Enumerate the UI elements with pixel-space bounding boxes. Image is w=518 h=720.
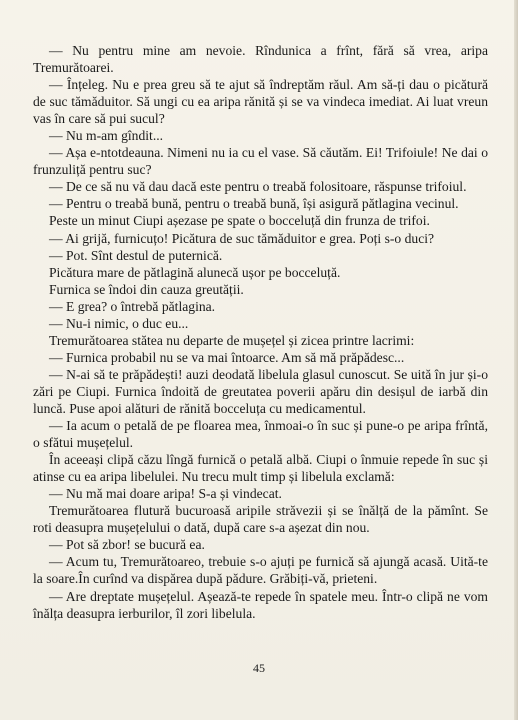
- paragraph: — Pentru o treabă bună, pentru o treabă bună, își asigură pătlagina vecinul.: [49, 196, 459, 212]
- paragraph: Tremurătoarea stătea nu departe de mușețel și zicea printre lacrimi:: [49, 332, 415, 348]
- paragraph: — Furnica probabil nu se va mai întoarce. Am să mă prăpădesc...: [49, 349, 405, 365]
- paragraph: — Pot. Sînt destul de puternică.: [49, 247, 223, 263]
- paragraph: — Nu pentru mine am nevoie. Rîndunica a frînt, fără să vrea, aripa Tremurătoarei.: [33, 43, 488, 76]
- paragraph: Furnica se îndoi din cauza greutății.: [49, 281, 244, 297]
- paragraph: — Nu-i nimic, o duc eu...: [49, 315, 189, 331]
- paragraph: — Nu m-am gîndit...: [49, 128, 164, 144]
- paragraph: — Ai grijă, furnicuțo! Picătura de suc tămăduitor e grea. Poți s-o duci?: [49, 230, 435, 246]
- paragraph: Picătura mare de pătlagină alunecă ușor pe bocceluță.: [49, 264, 341, 280]
- page-number: 45: [253, 661, 265, 675]
- paragraph: În aceeași clipă căzu lîngă furnică o petală albă. Ciupi o înmuie repede în suc și atinse cu ea aripa libelulei. Nu trecu mult timp și libelula exclamă:: [33, 452, 488, 485]
- page-edge: [514, 0, 518, 720]
- paragraph: — Nu mă mai doare aripa! S-a și vindecat.: [49, 486, 282, 502]
- paragraph: Tremurătoarea flutură bucuroasă aripile străvezii și se înălță de la pămînt. Se roti deasupra mușețelului o dată, după care s-a așezat din nou.: [33, 503, 488, 536]
- paragraph: — E grea? o întrebă pătlagina.: [49, 298, 216, 314]
- body-text: [33, 42, 488, 622]
- paragraph: — N-ai să te prăpădești! auzi deodată libelula glasul cunoscut. Se uită în jur și-o zări pe Ciupi. Furnica îndoită de greutatea poverii apăru din desișul de iarbă din luncă. Puse apoi alături de rănită bocceluța cu medicamentul.: [33, 366, 488, 416]
- paragraph: — Ia acum o petală de pe floarea mea, înmoai-o în suc și pune-o pe aripa frîntă, o sfătui mușețelul.: [33, 418, 488, 451]
- paragraph: — De ce să nu vă dau dacă este pentru o treabă folositoare, răspunse trifoiul.: [49, 179, 467, 195]
- paragraph: Peste un minut Ciupi așezase pe spate o bocceluță din frunza de trifoi.: [49, 213, 430, 229]
- paragraph: — Înțeleg. Nu e prea greu să te ajut să îndreptăm răul. Am să-ți dau o picătură de suc tămăduitor. Să ungi cu ea aripa rănită și se va vindeca imediat. Ai luat vreun vas în care să pui sucul?: [33, 77, 488, 127]
- paragraph: — Are dreptate mușețelul. Așează-te repede în spatele meu. Într-o clipă ne vom înălța deasupra ierburilor, îl zori libelula.: [33, 588, 488, 621]
- paragraph: — Pot să zbor! se bucură ea.: [49, 537, 205, 553]
- paragraph: — Așa e-ntotdeauna. Nimeni nu ia cu el vase. Să căutăm. Ei! Trifoiule! Ne dai o frunzuliță pentru suc?: [33, 145, 488, 178]
- paragraph: — Acum tu, Tremurătoareo, trebuie s-o ajuți pe furnică să ajungă acasă. Uită-te la soare.În curînd va dispărea după pădure. Grăbiți-vă, prieteni.: [33, 554, 488, 587]
